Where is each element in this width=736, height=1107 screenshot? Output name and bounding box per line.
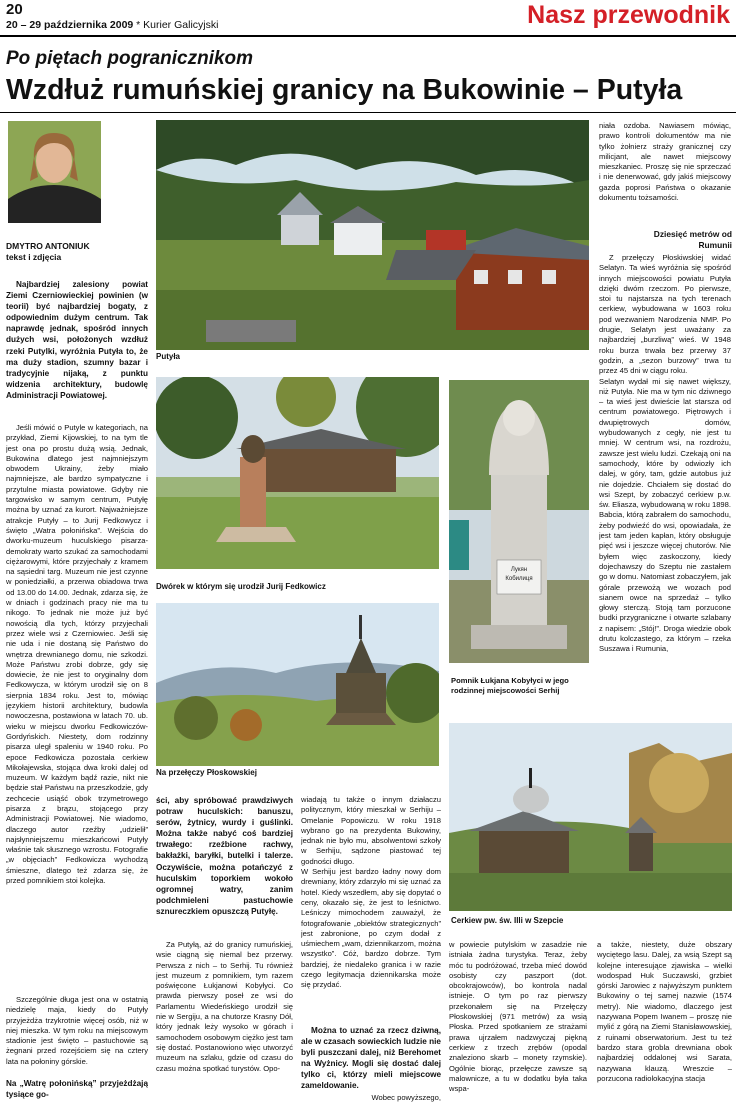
- body-col5-top: niała ozdoba. Nawiasem mówiąc, prawo kontroli dokumentów ma nie tylko żołnierz straży granicznej czy milicjant, ale nawet miejscowy mieszkaniec. Proszę się nie sprzeczać i nie denerwować, gdy jakiś miejscowy gazda poprosi Państwa o okazanie dokumentu tożsamości.: [599, 121, 731, 203]
- body-col3-bold: Można to uznać za rzecz dziwną, ale w czasach sowieckich ludzie nie byli puszczani dalej, niż Berehomet na Wyżnicy. Mogli się dostać dalej tylko ci, którzy mieli miejscowe zameldowanie.: [301, 1026, 441, 1090]
- body-col2-bold: ści, aby spróbować prawdziwych potraw huculskich: banuszu, serów, żytnicy, wurdy i guślinki. Można także nabyć coś bardziej trwałego: rzeźbione rachwy, bakłażki, baryłki, butelki i talerze. Oczywiście, można potańczyć z huculskim toporkiem wokoło ogromnej watry, zanim podchmieleni pastuchowie sznureczkiem opuszczą Putyłę.: [156, 796, 293, 916]
- photo-przelecz: [156, 603, 439, 766]
- body-col4: w powiecie putylskim w zasadzie nie istniała żadna turystyka. Teraz, żeby móc tu podróżować, trzeba mieć dowód osobisty czy paszport (dot. obcokrajowców), bo kontrola nadal istnieje. O tym po raz pierwszy przekonałem się na Przełęczy Płoskowskiej (971 metrów) za wsią Płoska. Przed spotkaniem ze strażami prawa ujrzałem nadzwyczaj piękną cerkiew z trzech zrębów (opodal znaleziono skarb – monety rzymskie). Ogólnie biorąc, przełęcze zawsze są malownicze, a tu w dodatku była taka wspa-: [449, 940, 587, 1094]
- caption-dworek: Dwórek w którym się urodził Jurij Fedkowicz: [156, 582, 326, 591]
- author-note: tekst i zdjęcia: [6, 252, 62, 262]
- caption-putyla: Putyła: [156, 352, 181, 361]
- subhead-rumunia: Dziesięć metrów od Rumunii: [653, 229, 732, 250]
- body-col2: Za Putyłą, aż do granicy rumuńskiej, wsie ciągną się niemal bez przerwy. Perwsza z nich – to Serhij. Tu również jest muzeum z pomnikiem, tym razem poświęcone Łukjanowi Kobyłyci. Co prawda pierwszy poseł ze wsi do Parlamentu Wiedeńskiego urodził się nie w Sergiju, a na chutorze Krasny Dół, który jednak leży wysoko w górach i samochodem osobowym ciężko jest tam się dostać. Postanowiono więc utworzyć muzeum na szlaku, gdzie od czasu do czasu można spotkać turystów. Opo-: [156, 940, 293, 1073]
- photo-cerkiew: [449, 723, 732, 911]
- lead-paragraph: Najbardziej zalesiony powiat Ziemi Czerniowieckiej powinien (w teorii) być najbardziej bogaty, z odpowiednim dużym centrum. Tak naprawdę jednak, spośród innych dużych wsi, położonych wzdłuż rzeki Putylki, wyróżnia Putyła to, że ma duży stadion, szumny bazar i tradycyjnie nijaką, z punktu widzenia architektury, budowlę Administracji Powiatowej.: [6, 280, 148, 400]
- photo-dworek: [156, 377, 439, 569]
- przelecz-image: [156, 603, 439, 766]
- body-col5: Z przełęczy Płoskiwskiej widać Selatyn. Ta wieś wyróżnia się spośród innych miejscowości powiatu Putyła dzięki dwóm rzeczom. Po pierwsze, stoi tu najstarsza na tych terenach cerkiew, wybudowana w 1603 roku pod wezwaniem Narodzenia NMP. Po drugie, Selatyn jest uważany za najbardziej „burzliwą” wieś. W 1948 roku burza trwała bez przerwy 37 godzin, a „sezon burzowy” trwa tu przez 45 dni w ciągu roku. Selatyn wydał mi się nawet większy, niż Putyła. Nie ma w tym nic dziwnego – ta wieś jest dwieście lat starsza od centrum powiatowego. Piętrowych i dwupiętrowych domów, wybudowanych z cegły, nie jest tu mniej. W centrum wsi, na rozdrożu, zawsze jest wielu ludzi. Czekają oni na samochody, które by odwiozły ich dalej, w góry, tam, gdzie autobus już nie dojedzie. Chciałem się dostać do wsi Szept, by zobaczyć cerkiew p.w. św. Eliasza, wybudowaną w roku 1898. Babcia, którą zabrałem do samochodu, żeby podwieźć do wsi, opowiadała, że jest tam jeden kapłan, który obsługuje pięć wsi i jeszcze więcej chutorów. Nie byłem więc zaskoczony, kiedy dojechawszy do Szeptu nie zastałem go w domu. Natomiast zobaczyłem, jak górale przewożą we wozach pod sianem owce na sprzedaż – tylko głowy sterczą. Stoją tam porzucone budki przygraniczne i otwarte szlabany z napisem: „Stój!”. Droga wiedzie obok drutu kolczastego, za którym – rzeka Suszawa i Rumunia,: [599, 253, 731, 654]
- paper-name: * Kurier Galicyjski: [136, 19, 219, 31]
- plaque-line2: Кобилиця: [505, 576, 533, 582]
- plaque-line1: Лукян: [510, 567, 528, 573]
- body-col3: wiadają tu także o innym działaczu politycznym, który mieszkał w Serhiju – Omelanie Popowiczu. W roku 1918 wybrano go na prezydenta Bukowiny, jednak nie było mu, absolwentowi szkoły w Serhiju, sądzone piastować tej godności długo. W Serhiju jest bardzo ładny nowy dom drewniany, który zdarzyło mi się uznać za hotel. Kiedy wszedłem, aby się dopytać o ceny, okazało się, że jest to leśnictwo. Leśniczy mimochodem zauważył, że fotografowanie „obiektów strategicznych” jest zabronione, po czym dodał z uśmiechem „wam, dziennikarzom, można wszystko”. Cóż, bardzo dobrze. Tym bardziej, że niedaleko granica i w razie czego legitymacja dziennikarska może się przydać.: [301, 795, 441, 990]
- author-portrait: [8, 121, 101, 223]
- body-col1c: Na „Watrę połonińską” przyjeżdżają tysiące go-: [6, 1079, 148, 1099]
- body-col3-tail: Wobec powyższego,: [371, 1093, 441, 1102]
- author-portrait-image: [8, 121, 101, 223]
- title-rule: [0, 112, 736, 113]
- page-number: 20: [6, 1, 23, 18]
- caption-cerkiew: Cerkiew pw. św. Illi w Szepcie: [451, 916, 564, 925]
- photo-pomnik: [449, 380, 589, 663]
- putyla-village-image: [156, 120, 589, 350]
- pomnik-image: [449, 380, 589, 663]
- photo-putyla: [156, 120, 589, 350]
- body-col6: a także, niestety, duże obszary wyciętego lasu. Dalej, za wsią Szept są kolejne interesujące zjawiska – wielki wodospad Huk Suczawski, grzbiet górski Jarowiec z najwyższym punktem Bukowiny o tej samej nazwie (1574 metry). Nie wiadomo, dlaczego jest nazywana Popem Iwanem – proszę nie mylić z górą na Ziemi Stanisławowskiej, z ruinami obserwatorium. Jest tu też bardzo stara grobla drewniana obok najbardziej oddalonej wsi Sarata, nazywana klauzą. Wreszcie – porzucona radiolokacyjna stacja: [597, 940, 732, 1083]
- cerkiew-image: [449, 723, 732, 911]
- article-title: Wzdłuż rumuńskiej granicy na Bukowinie – Putyła: [6, 74, 683, 106]
- body-col1b: Szczególnie długa jest ona w ostatnią niedzielę maja, kiedy do Putyły przyjeżdża trzykrotnie więcej osób, niż w niej mieszka. W tym roku na miejscowym stadionie jest święto – pastuchowie są żegnani przed rozejściem się na cztery lata na połoniny górskie.: [6, 995, 148, 1066]
- article-kicker: Po piętach pogranicznikom: [6, 48, 254, 69]
- issue-date: 20 – 29 października 2009: [6, 19, 134, 31]
- section-title: Nasz przewodnik: [527, 1, 730, 29]
- dateline: [6, 19, 218, 32]
- header-rule: [0, 35, 736, 37]
- caption-przelecz: Na przełęczy Płoskowskiej: [156, 768, 257, 777]
- body-col1: Jeśli mówić o Putyle w kategoriach, na przykład, Ziemi Kijowskiej, to na tym tle jest ona po prostu dużą wsią. Jednak, Bukowina dlatego jest najmniejszym obwodem Ukrainy, żeby miało najmniejsze, ale bardzo sympatyczne i przytulne miasta powiatowe. Gdyby nie targowisko w samym centrum, Putyłę można by uznać za kurort. Najważniejsze atrakcje Putyły – to Jurij Fedkowycz i święto „Watra połonińska”. Wejścia do dworku-muzeum huculskiego pisarza-demokraty warto szukać za samochodami ciężarowymi, które przyjechały z kramem na sąsiedni targ. Muzeum nie jest czynne w poniedziałki, a przerwa obiadowa trwa od 13.00 do 14.00. Jednak, zdarza się, że w dniach i godzinach pracy nie ma tu nikogo. To jednak nie może już być nowością dla tych, którzy przyjechali przez wiele wsi z Czerniowiec. Jeśli się nie uda i nie dostaną się Państwo do wnętrza drewnianego domu, nie szkodzi. Może Państwu zrobi dobrze, gdy się dowiecie, że nie jest to oryginalny dom Fedkowycza, w którym urodził się on 8 sierpnia 1834 roku. Jest to, mówiąc językiem historii architektury, budowla nowoczesna, postawiona w latach 70. ub. wieku w miejscu dworku Fedkowiczów-Gordyńskich. Niestety, dom rodzinny pisarza uległ spaleniu w 1940 roku. Po epoce Fedkowicza pozostała cerkiew Mikołajewska, stojąca dwa kroki dalej od muzeum. W każdym bądź razie, nikt nie będzie stał Państwu na przeszkodzie, gdy zechcecie usiąść obok trzymetrowego pisarza z brązu, stojącego przy Administracji Powiatowej. Nie wiadomo, dlaczego autor rzeźby „udzielił” najsłynniejszemu mieszkańcowi Putyły właśnie tak słusznego wzrostu. Fotografie „w objęciach” Fedkowicza wychodzą śmieszne, dlatego też zdarza się, że przed pomnikiem stoi kolejka.: [6, 423, 148, 886]
- caption-pomnik: Pomnik Łukjana Kobyłyci w jego rodzinnej miejscowości Serhij: [451, 676, 569, 695]
- author-name: DMYTRO ANTONIUK: [6, 241, 90, 251]
- dworek-image: [156, 377, 439, 569]
